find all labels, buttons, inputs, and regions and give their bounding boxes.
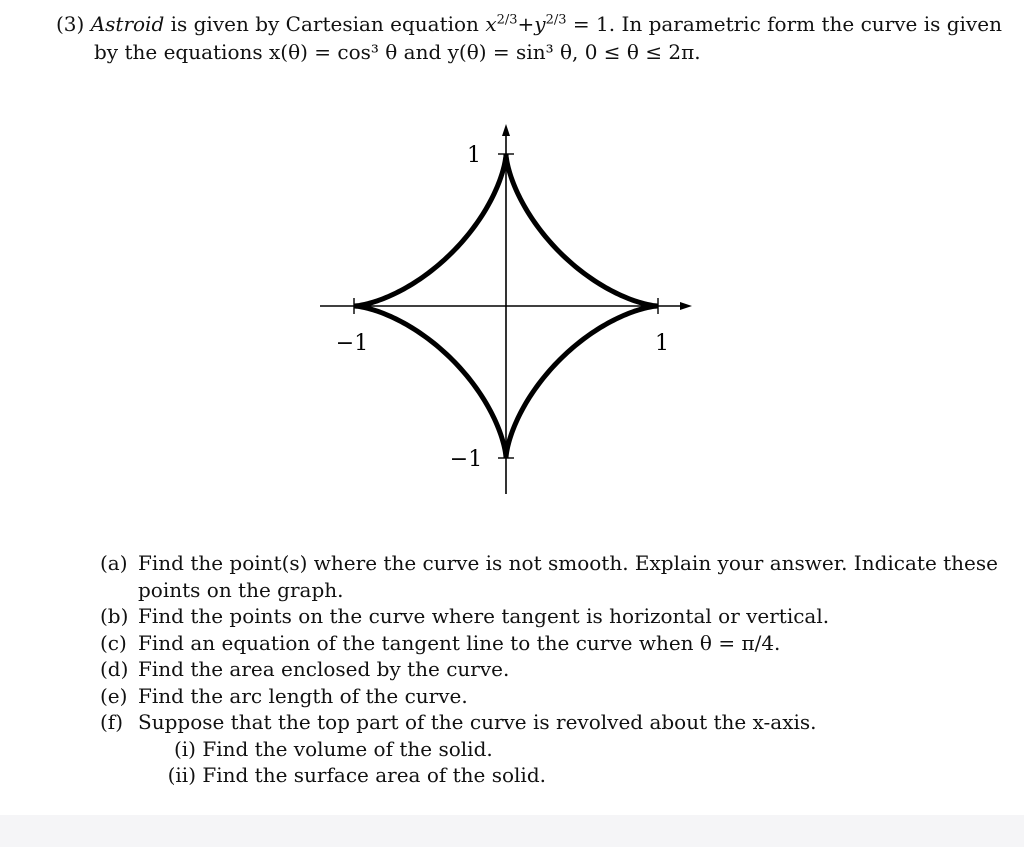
subquestion-text-content: Find the volume of the solid.	[202, 736, 493, 761]
question-label: (f)	[100, 710, 124, 734]
subquestion-text-content: Find the surface area of the solid.	[202, 763, 546, 787]
subquestion-text	[196, 736, 493, 763]
problem-number: (3)	[56, 12, 85, 36]
y-tick-label-1: 1	[467, 143, 481, 168]
x-tick-label-1: 1	[655, 331, 669, 356]
question-text-line1: Find the point(s) where the curve is not smooth. Explain your answer. Indicate these	[138, 551, 998, 575]
question-text: Find the points on the curve where tangent is horizontal or vertical.	[138, 604, 830, 628]
y-axis-arrow	[502, 124, 510, 136]
question-a	[100, 550, 1010, 603]
question-text: Find the area enclosed by the curve.	[138, 657, 510, 681]
question-f	[100, 709, 1010, 736]
subquestion-ii	[100, 762, 1010, 789]
question-text: Find the arc length of the curve.	[138, 683, 468, 708]
curve-name: Astroid	[90, 12, 165, 36]
question-label: (a)	[100, 551, 128, 575]
question-label: (c)	[100, 630, 127, 655]
question-label: (d)	[100, 657, 129, 681]
question-text: Find an equation of the tangent line to the curve when θ = π/4.	[138, 630, 781, 655]
subquestion-text	[196, 762, 546, 789]
subquestion-label: (i)	[173, 736, 196, 761]
question-list	[100, 550, 1010, 789]
y-tick-label-neg1: −1	[449, 447, 483, 472]
problem-line-2: by the equations x(θ) = cos³ θ and y(θ) = sin³ θ, 0 ≤ θ ≤ 2π.	[94, 40, 701, 64]
cartesian-equation: $x^{2/3}+y^{2/3} = 1$.	[485, 12, 616, 36]
problem-text-b: In parametric form the curve is given	[621, 12, 1002, 36]
x-axis-arrow	[680, 302, 692, 310]
question-text	[138, 550, 1010, 603]
subquestion-label: (ii)	[167, 763, 196, 787]
question-label: (e)	[100, 683, 128, 708]
question-text: Suppose that the top part of the curve is revolved about the x-axis.	[138, 710, 817, 734]
subquestion-i	[100, 736, 1010, 763]
question-label: (b)	[100, 604, 129, 628]
question-b	[100, 603, 1010, 630]
question-text-line2: points on the graph.	[138, 577, 344, 602]
question-e	[100, 683, 1010, 710]
question-d	[100, 656, 1010, 683]
problem-text-a: is given by Cartesian equation	[170, 12, 479, 36]
x-tick-label-neg1: −1	[335, 331, 369, 356]
question-c	[100, 630, 1010, 657]
page-bottom-band	[0, 815, 1024, 847]
